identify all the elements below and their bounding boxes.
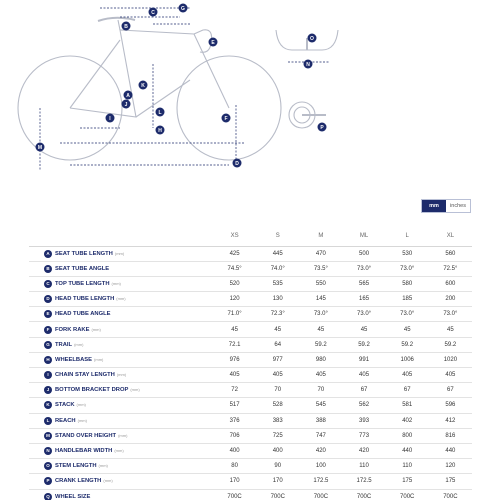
- measurement-letter-badge: G: [44, 341, 52, 349]
- diagram-badge-j: [122, 100, 131, 109]
- measurement-value: 172.5: [299, 474, 342, 489]
- table-row: [29, 383, 472, 398]
- unit-option-mm[interactable]: mm: [422, 200, 446, 212]
- measurement-name: SEAT TUBE LENGTH: [55, 250, 113, 257]
- measurement-value: 560: [429, 246, 472, 261]
- measurement-name-cell: [53, 261, 213, 276]
- header-label-blank: [53, 226, 213, 246]
- measurement-letter-badge: L: [44, 417, 52, 425]
- measurement-value: 383: [256, 413, 299, 428]
- measurement-name-cell: [53, 459, 213, 474]
- measurement-unit: (mm): [116, 372, 127, 378]
- measurement-value: 64: [256, 337, 299, 352]
- measurement-letter-badge: D: [44, 295, 52, 303]
- measurement-value: 747: [299, 428, 342, 443]
- measurement-unit: (mm): [116, 296, 126, 302]
- measurement-name-cell: [53, 428, 213, 443]
- measurement-name: TOP TUBE LENGTH: [55, 280, 110, 287]
- measurement-name-cell: [53, 292, 213, 307]
- row-badge-cell: [29, 459, 53, 474]
- measurement-unit: (mm): [111, 280, 121, 286]
- measurement-name-cell: [53, 443, 213, 458]
- measurement-name: HEAD TUBE LENGTH: [55, 296, 115, 303]
- measurement-value: 725: [256, 428, 299, 443]
- row-badge-cell: [29, 261, 53, 276]
- measurement-value: 991: [342, 352, 385, 367]
- measurement-name-cell: [53, 398, 213, 413]
- measurement-value: 74.0°: [256, 261, 299, 276]
- measurement-letter-badge: M: [44, 432, 52, 440]
- measurement-unit: (mm): [103, 478, 113, 484]
- measurement-value: 110: [342, 459, 385, 474]
- row-badge-cell: [29, 276, 53, 291]
- measurement-value: 700C: [342, 489, 385, 500]
- seat-stay: [70, 40, 120, 108]
- measurement-value: 72.5°: [429, 261, 472, 276]
- measurement-name: HANDLEBAR WIDTH: [55, 448, 113, 455]
- measurement-name: REACH: [55, 417, 76, 424]
- svg-text:P: P: [320, 125, 324, 131]
- measurement-value: 72.3°: [256, 307, 299, 322]
- table-row: [29, 322, 472, 337]
- measurement-name: CRANK LENGTH: [55, 478, 102, 485]
- measurement-letter-badge: O: [44, 462, 52, 470]
- table-row: [29, 368, 472, 383]
- measurement-name: TRAIL: [55, 341, 73, 348]
- geometry-table: [29, 226, 472, 500]
- measurement-value: 420: [342, 443, 385, 458]
- svg-text:J: J: [124, 102, 128, 108]
- measurement-letter-badge: E: [44, 310, 52, 318]
- measurement-value: 45: [213, 322, 256, 337]
- measurement-name-cell: [53, 307, 213, 322]
- measurement-letter-badge: P: [44, 477, 52, 485]
- size-header: ML: [342, 226, 385, 246]
- measurement-name: STEM LENGTH: [55, 463, 97, 470]
- measurement-value: 172.5: [342, 474, 385, 489]
- table-row: [29, 307, 472, 322]
- measurement-value: 59.2: [342, 337, 385, 352]
- measurement-value: 405: [213, 368, 256, 383]
- row-badge-cell: [29, 246, 53, 261]
- measurement-name: WHEELBASE: [55, 356, 93, 363]
- measurement-value: 165: [342, 292, 385, 307]
- measurement-value: 700C: [299, 489, 342, 500]
- unit-option-inches[interactable]: inches: [446, 200, 470, 212]
- measurement-value: 440: [429, 443, 472, 458]
- measurement-value: 67: [342, 383, 385, 398]
- diagram-badge-k: [139, 81, 148, 90]
- measurement-name: STACK: [55, 402, 75, 409]
- measurement-value: 110: [386, 459, 429, 474]
- svg-text:M: M: [37, 145, 43, 151]
- svg-text:H: H: [158, 128, 162, 134]
- row-badge-cell: [29, 398, 53, 413]
- bike-geometry-diagram: [0, 0, 500, 190]
- measurement-value: 581: [386, 398, 429, 413]
- table-row: [29, 474, 472, 489]
- measurement-name-cell: [53, 368, 213, 383]
- measurement-value: 580: [386, 276, 429, 291]
- measurement-value: 420: [299, 443, 342, 458]
- measurement-value: 73.5°: [299, 261, 342, 276]
- row-badge-cell: [29, 383, 53, 398]
- measurement-value: 120: [429, 459, 472, 474]
- measurement-value: 405: [256, 368, 299, 383]
- measurement-value: 545: [299, 398, 342, 413]
- measurement-value: 976: [213, 352, 256, 367]
- measurement-letter-badge: F: [44, 326, 52, 334]
- row-badge-cell: [29, 337, 53, 352]
- row-badge-cell: [29, 443, 53, 458]
- measurement-value: 550: [299, 276, 342, 291]
- size-header: L: [386, 226, 429, 246]
- measurement-value: 145: [299, 292, 342, 307]
- measurement-name: BOTTOM BRACKET DROP: [55, 387, 129, 394]
- measurement-letter-badge: N: [44, 447, 52, 455]
- measurement-value: 980: [299, 352, 342, 367]
- measurement-name: FORK RAKE: [55, 326, 90, 333]
- measurement-value: 700C: [429, 489, 472, 500]
- svg-text:O: O: [310, 36, 314, 42]
- measurement-value: 175: [386, 474, 429, 489]
- measurement-value: 200: [429, 292, 472, 307]
- size-header: M: [299, 226, 342, 246]
- row-badge-cell: [29, 307, 53, 322]
- table-row: [29, 459, 472, 474]
- measurement-letter-badge: J: [44, 386, 52, 394]
- diagram-badge-m: [36, 143, 45, 152]
- measurement-value: 412: [429, 413, 472, 428]
- row-badge-cell: [29, 368, 53, 383]
- svg-text:E: E: [211, 40, 215, 46]
- diagram-badge-e: [209, 38, 218, 47]
- measurement-unit: (mm): [76, 402, 86, 408]
- row-badge-cell: [29, 352, 53, 367]
- table-row: [29, 292, 472, 307]
- measurement-name-cell: [53, 489, 213, 500]
- measurement-value: 470: [299, 246, 342, 261]
- measurement-value: 74.5°: [213, 261, 256, 276]
- measurement-letter-badge: I: [44, 371, 52, 379]
- measurement-value: 71.0°: [213, 307, 256, 322]
- row-badge-cell: [29, 322, 53, 337]
- seatpost: [118, 20, 120, 30]
- measurement-value: 596: [429, 398, 472, 413]
- measurement-value: 45: [342, 322, 385, 337]
- measurement-value: 1006: [386, 352, 429, 367]
- diagram-badge-h: [156, 126, 165, 135]
- measurement-value: 565: [342, 276, 385, 291]
- table-row: [29, 489, 472, 500]
- measurement-value: 67: [429, 383, 472, 398]
- measurement-value: 45: [429, 322, 472, 337]
- diagram-badge-b: [122, 22, 131, 31]
- table-row: [29, 428, 472, 443]
- row-badge-cell: [29, 474, 53, 489]
- measurement-value: 185: [386, 292, 429, 307]
- measurement-value: 170: [213, 474, 256, 489]
- measurement-name-cell: [53, 352, 213, 367]
- header-blank: [29, 226, 53, 246]
- measurement-value: 73.0°: [342, 307, 385, 322]
- measurement-value: 1020: [429, 352, 472, 367]
- row-badge-cell: [29, 428, 53, 443]
- measurement-unit: (mm): [130, 387, 140, 393]
- measurement-value: 45: [299, 322, 342, 337]
- diagram-badge-g: [179, 4, 188, 13]
- measurement-name: STAND OVER HEIGHT: [55, 432, 117, 439]
- measurement-value: 535: [256, 276, 299, 291]
- measurement-letter-badge: B: [44, 265, 52, 273]
- table-row: [29, 352, 472, 367]
- measurement-value: 70: [299, 383, 342, 398]
- measurement-value: 90: [256, 459, 299, 474]
- measurement-letter-badge: Q: [44, 493, 52, 500]
- measurement-unit: (mm): [114, 448, 124, 454]
- measurement-value: 405: [429, 368, 472, 383]
- measurement-value: 402: [386, 413, 429, 428]
- measurement-value: 376: [213, 413, 256, 428]
- measurement-value: 425: [213, 246, 256, 261]
- svg-text:C: C: [151, 10, 155, 16]
- measurement-value: 73.0°: [342, 261, 385, 276]
- measurement-value: 600: [429, 276, 472, 291]
- measurement-value: 773: [342, 428, 385, 443]
- svg-text:G: G: [181, 6, 185, 12]
- size-header: S: [256, 226, 299, 246]
- measurement-name-cell: [53, 246, 213, 261]
- table-row: [29, 337, 472, 352]
- measurement-value: 800: [386, 428, 429, 443]
- measurement-name-cell: [53, 474, 213, 489]
- diagram-badge-c: [149, 8, 158, 17]
- measurement-value: 120: [213, 292, 256, 307]
- measurement-name: SEAT TUBE ANGLE: [55, 265, 110, 272]
- measurement-value: 562: [342, 398, 385, 413]
- measurement-value: 73.0°: [386, 307, 429, 322]
- unit-toggle[interactable]: [421, 199, 471, 213]
- measurement-unit: (mm): [118, 432, 128, 438]
- measurement-value: 100: [299, 459, 342, 474]
- measurement-value: 520: [213, 276, 256, 291]
- measurement-value: 73.0°: [429, 307, 472, 322]
- diagram-badge-p: [318, 123, 327, 132]
- diagram-badge-f: [222, 114, 231, 123]
- measurement-value: 45: [256, 322, 299, 337]
- table-row: [29, 246, 472, 261]
- measurement-value: 517: [213, 398, 256, 413]
- diagram-badge-l: [156, 108, 165, 117]
- table-row: [29, 276, 472, 291]
- measurement-value: 70: [256, 383, 299, 398]
- measurement-value: 72.1: [213, 337, 256, 352]
- diagram-badge-n: [304, 60, 313, 69]
- measurement-value: 130: [256, 292, 299, 307]
- measurement-value: 170: [256, 474, 299, 489]
- row-badge-cell: [29, 292, 53, 307]
- measurement-name: CHAIN STAY LENGTH: [55, 372, 115, 379]
- measurement-value: 530: [386, 246, 429, 261]
- measurement-value: 700C: [386, 489, 429, 500]
- measurement-value: 175: [429, 474, 472, 489]
- svg-text:B: B: [124, 24, 128, 30]
- diagram-badge-d: [233, 159, 242, 168]
- measurement-value: 59.2: [386, 337, 429, 352]
- measurement-name-cell: [53, 276, 213, 291]
- svg-text:L: L: [158, 110, 162, 116]
- measurement-value: 405: [299, 368, 342, 383]
- measurement-letter-badge: C: [44, 280, 52, 288]
- measurement-value: 977: [256, 352, 299, 367]
- size-header: XL: [429, 226, 472, 246]
- row-badge-cell: [29, 413, 53, 428]
- measurement-value: 400: [256, 443, 299, 458]
- svg-text:N: N: [306, 62, 310, 68]
- measurement-value: 393: [342, 413, 385, 428]
- saddle: [98, 18, 135, 21]
- measurement-unit: (mm): [77, 417, 87, 423]
- table-row: [29, 398, 472, 413]
- measurement-value: 80: [213, 459, 256, 474]
- measurement-letter-badge: K: [44, 401, 52, 409]
- measurement-value: 59.2: [299, 337, 342, 352]
- svg-text:F: F: [224, 116, 228, 122]
- measurement-unit: (mm): [94, 356, 104, 362]
- frame-outline: [70, 30, 229, 117]
- diagram-badge-a: [124, 91, 133, 100]
- measurement-name: HEAD TUBE ANGLE: [55, 311, 111, 318]
- diagram-badge-i: [106, 114, 115, 123]
- measurement-letter-badge: A: [44, 250, 52, 258]
- measurement-value: 45: [386, 322, 429, 337]
- measurement-value: 440: [386, 443, 429, 458]
- measurement-value: 816: [429, 428, 472, 443]
- measurement-name: WHEEL SIZE: [55, 493, 91, 500]
- svg-text:K: K: [141, 83, 145, 89]
- measurement-value: 700C: [213, 489, 256, 500]
- measurement-value: 72: [213, 383, 256, 398]
- geometry-drawing: [0, 0, 500, 190]
- measurement-value: 405: [386, 368, 429, 383]
- measurement-value: 59.2: [429, 337, 472, 352]
- measurement-value: 67: [386, 383, 429, 398]
- measurement-value: 405: [342, 368, 385, 383]
- measurement-letter-badge: H: [44, 356, 52, 364]
- measurement-name-cell: [53, 413, 213, 428]
- measurement-unit: (mm): [98, 463, 108, 469]
- measurement-unit: (mm): [74, 341, 84, 347]
- table-row: [29, 443, 472, 458]
- measurement-value: 528: [256, 398, 299, 413]
- measurement-value: 500: [342, 246, 385, 261]
- measurement-value: 400: [213, 443, 256, 458]
- measurement-value: 445: [256, 246, 299, 261]
- measurement-value: 706: [213, 428, 256, 443]
- measurement-name-cell: [53, 322, 213, 337]
- table-row: [29, 413, 472, 428]
- size-header: XS: [213, 226, 256, 246]
- measurement-unit: (mm): [114, 250, 125, 256]
- table-row: [29, 261, 472, 276]
- svg-text:I: I: [109, 116, 111, 122]
- measurement-value: 73.0°: [386, 261, 429, 276]
- measurement-value: 73.0°: [299, 307, 342, 322]
- svg-text:A: A: [126, 93, 130, 99]
- measurement-name-cell: [53, 337, 213, 352]
- diagram-badge-o: [308, 34, 317, 43]
- measurement-value: 388: [299, 413, 342, 428]
- svg-text:D: D: [235, 161, 239, 167]
- measurement-name-cell: [53, 383, 213, 398]
- row-badge-cell: [29, 489, 53, 500]
- measurement-unit: (mm): [91, 326, 101, 332]
- table-header-row: [29, 226, 472, 246]
- measurement-value: 700C: [256, 489, 299, 500]
